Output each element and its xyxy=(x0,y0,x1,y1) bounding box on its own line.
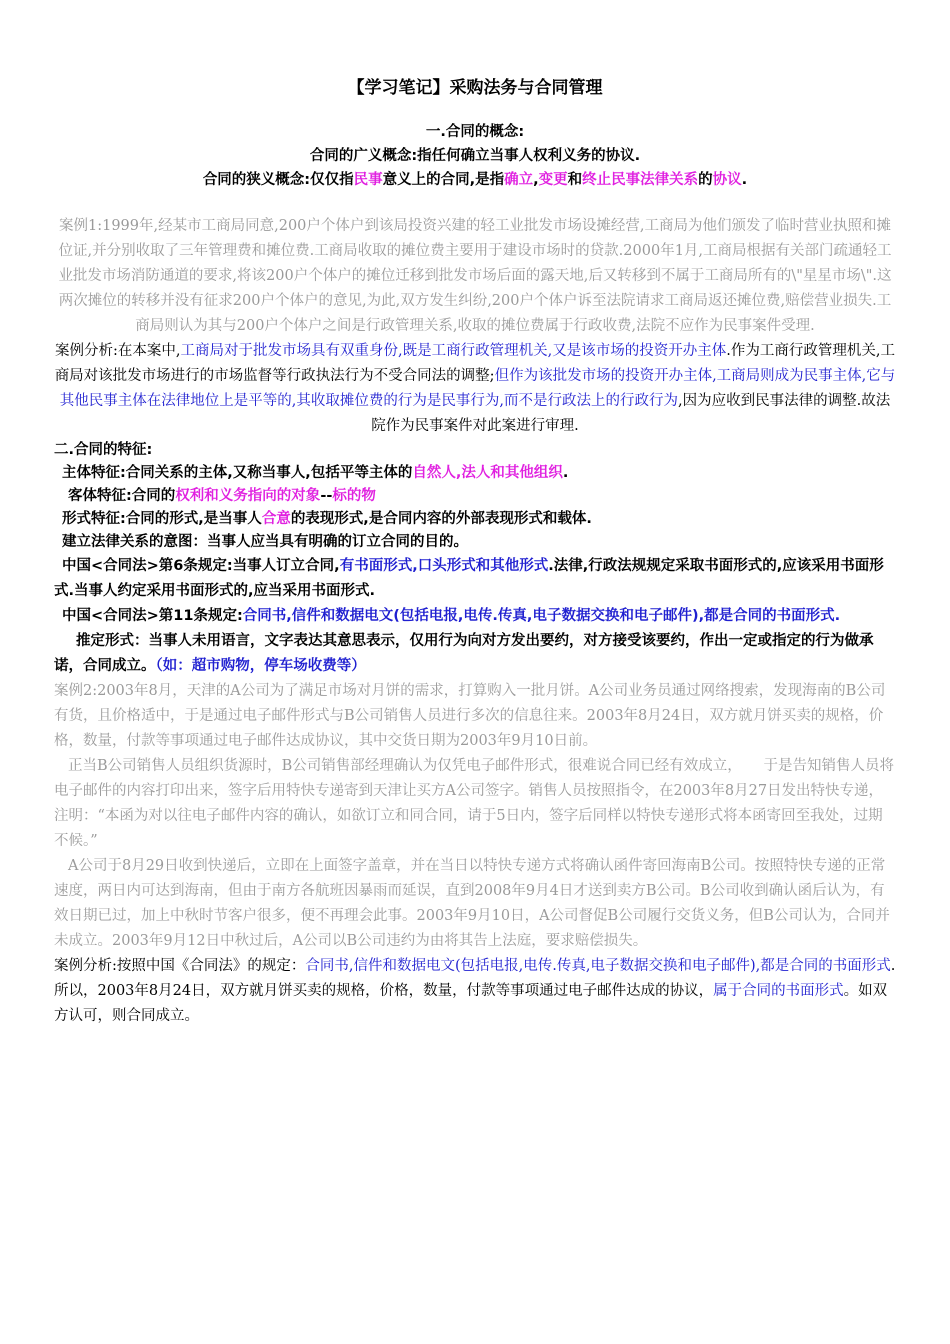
case1-analysis: 案例分析:在本案中,工商局对于批发市场具有双重身份,既是工商行政管理机关,又是该市场的投资开办主体.作为工商行政管理机关,工商局对该批发市场进行的市场监督等行政执法行为不受合同法的调整;但作为该批发市场的投资开办主体,工商局则成为民事主体,它与其他民事主体在法律地位上是平等的,其收取摊位费的行为是民事行为,而不是行政法上的行政行为,因为应收到民事法律的调整.故法院作为民事案件对此案进行审理. xyxy=(54,343,896,434)
section1-heading: 一.合同的概念: xyxy=(425,124,525,140)
highlight-terminate: 终止民事法律关系 xyxy=(582,172,699,188)
case1-analysis-blue-1: 工商局对于批发市场具有双重身份,既是工商行政管理机关,又是该市场的投资开办主体 xyxy=(180,343,727,359)
section2-heading: 二.合同的特征: xyxy=(54,442,153,458)
case1-analysis-blue-2: 但作为该批发市场的投资开办主体,工商局则成为民事主体,它与其他民事主体在法律地位上是平等的,其收取摊位费的行为是民事行为,而不是行政法上的行政行为 xyxy=(59,368,896,409)
narrow-definition: 合同的狭义概念:仅仅指民事意义上的合同,是指确立,变更和终止民事法律关系的协议. xyxy=(202,172,748,188)
document-title: 【学习笔记】采购法务与合同管理 xyxy=(347,78,603,98)
form-feature: 形式特征:合同的形式,是当事人合意的表现形式,是合同内容的外部表现形式和载体. xyxy=(62,511,592,527)
intent-feature: 建立法律关系的意图：当事人应当具有明确的订立合同的目的。 xyxy=(62,534,468,550)
broad-definition: 合同的广义概念:指任何确立当事人权利义务的协议. xyxy=(309,148,641,164)
case2-paragraph-2: 正当B公司销售人员组织货源时，B公司销售部经理确认为仅凭电子邮件形式，很难说合同已经有效成立， 于是告知销售人员将电子邮件的内容打印出来，签字后用特快专递寄到天津让买方A公司签字。销售人员按照指令，在2003年8月27日发出特快专递，注明：“本函为对以往电子邮件内容的确认，如欲订立和同合同，请于5日内，签字后同样以特快专递形式将本函寄回至我处，过期不候。” xyxy=(54,758,895,849)
contract-law-article-11: 中国<合同法>第11条规定:合同书,信件和数据电文(包括电报,电传.传真,电子数据交换和电子邮件),都是合同的书面形式. xyxy=(62,608,841,624)
document-page xyxy=(54,70,896,1029)
case2-analysis: 案例分析:按照中国《合同法》的规定：合同书,信件和数据电文(包括电报,电传.传真,电子数据交换和电子邮件),都是合同的书面形式.所以，2003年8月24日，双方就月饼买卖的规格，价格，数量，付款等事项通过电子邮件达成的协议，属于合同的书面形式。如双方认可，则合同成立。 xyxy=(54,958,896,1024)
presumed-form: 推定形式：当事人未用语言，文字表达其意思表示，仅用行为向对方发出要约，对方接受该要约，作出一定或指定的行为做承诺，合同成立。（如：超市购物，停车场收费等） xyxy=(54,633,874,674)
subject-feature: 主体特征:合同关系的主体,又称当事人,包括平等主体的自然人,法人和其他组织. xyxy=(62,465,569,481)
highlight-agreement: 协议 xyxy=(712,172,742,188)
contract-law-article-6: 中国<合同法>第6条规定:当事人订立合同,有书面形式,口头形式和其他形式.法律,行政法规规定采取书面形式的,应该采用书面形式.当事人约定采用书面形式的,应当采用书面形式. xyxy=(54,558,884,599)
case2-paragraph-3: A公司于8月29日收到快递后，立即在上面签字盖章，并在当日以特快专递方式将确认函件寄回海南B公司。按照特快专递的正常速度，两日内可达到海南，但由于南方各航班因暴雨而延误，直到2008年9月4日才送到卖方B公司。B公司收到确认函后认为，有效日期已过，加上中秋时节客户很多，便不再理会此事。2003年9月10日，A公司督促B公司履行交货义务，但B公司认为，合同并未成立。2003年9月12日中秋过后，A公司以B公司违约为由将其告上法庭，要求赔偿损失。 xyxy=(54,858,890,949)
highlight-change: 变更 xyxy=(538,172,568,188)
case1-text: 案例1:1999年,经某市工商局同意,200户个体户到该局投资兴建的轻工业批发市场设摊经营,工商局为他们颁发了临时营业执照和摊位证,并分别收取了三年管理费和摊位费.工商局收取的摊位费主要用于建设市场时的贷款.2000年1月,工商局根据有关部门疏通轻工业批发市场消防通道的要求,将该200户个体户的摊位迁移到批发市场后面的露天地,后又转移到不属于工商局所有的\"星星市场\".这两次摊位的转移并没有征求200户个体户的意见,为此,双方发生纠纷,200户个体户诉至法院请求工商局返还摊位费,赔偿营业损失.工商局则认为其与200户个体户之间是行政管理关系,收取的摊位费属于行政收费,法院不应作为民事案件受理. xyxy=(58,218,892,334)
highlight-establish: 确立 xyxy=(504,172,534,188)
object-feature: 客体特征:合同的权利和义务指向的对象--标的物 xyxy=(68,488,376,504)
case2-paragraph-1: 案例2:2003年8月，天津的A公司为了满足市场对月饼的需求，打算购入一批月饼。A公司业务员通过网络搜索，发现海南的B公司有货，且价格适中，于是通过电子邮件形式与B公司销售人员进行多次的信息往来。2003年8月24日，双方就月饼买卖的规格，价格，数量，付款等事项通过电子邮件达成协议，其中交货日期为2003年9月10日前。 xyxy=(54,683,886,749)
highlight-civil: 民事 xyxy=(353,172,383,188)
